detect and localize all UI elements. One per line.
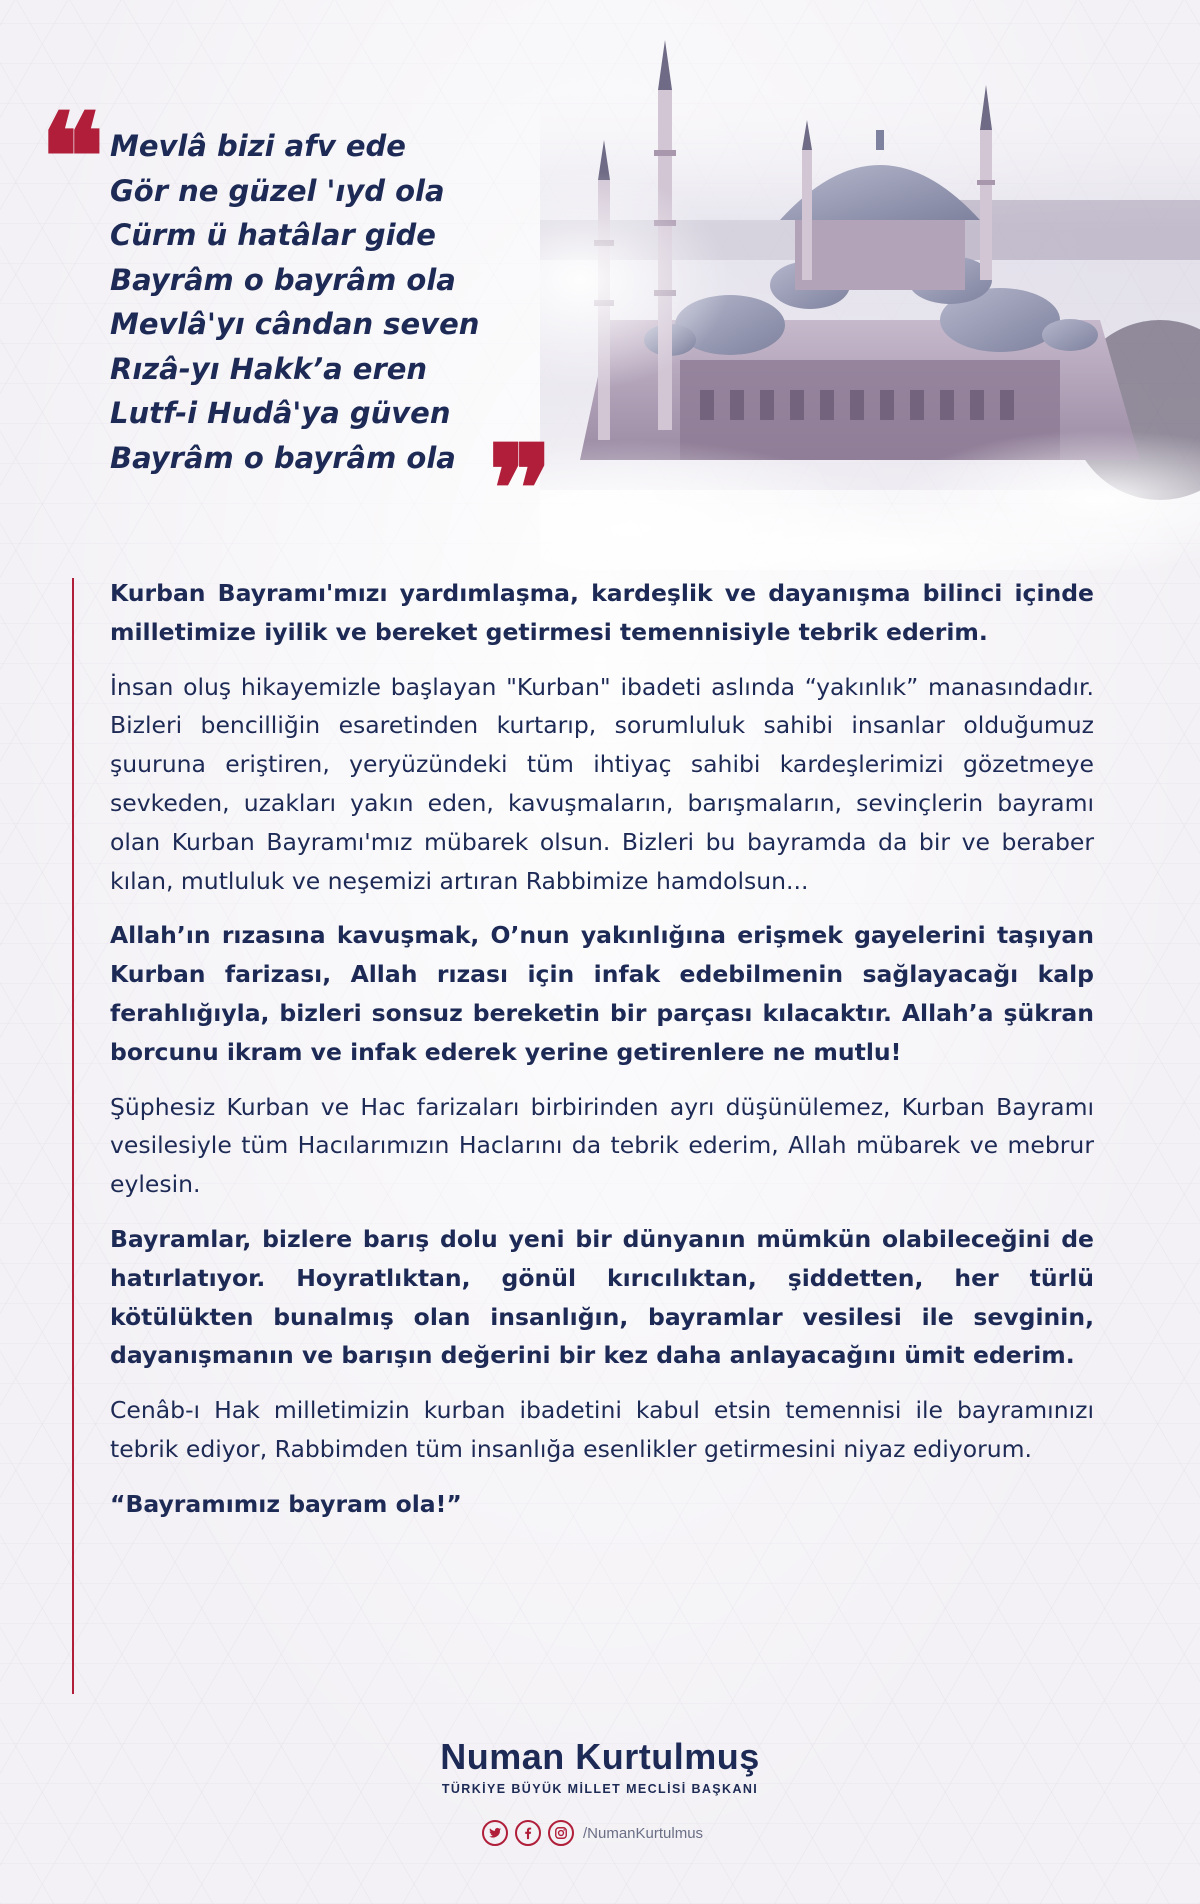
instagram-icon[interactable] [548, 1820, 574, 1846]
poem-line: Gör ne güzel 'ıyd ola [110, 173, 445, 208]
signer-name: Numan Kurtulmuş [440, 1736, 760, 1777]
paragraph: Şüphesiz Kurban ve Hac farizaları birbirinden ayrı düşünülemez, Kurban Bayramı vesilesiyle tüm Hacılarımızın Haclarını da tebrik ederim, Allah mübarek ve mebrur eylesin. [110, 1092, 1094, 1199]
paragraph: İnsan oluş hikayemizle başlayan "Kurban" ibadeti aslında “yakınlık” manasındadır. Bizleri bencilliğin esaretinden kurtarıp, sorumluluk sahibi insanlar olduğumuz şuuruna eriştiren, yeryüzündeki tüm ihtiyaç sahibi kardeşlerimizi gözetmeye sevkeden, uzakları yakın eden, kavuşmaların, barışmaların, sevinçlerin bayramı olan Kurban Bayramı'mız mübarek olsun. Bizleri bu bayramda da bir ve beraber kılan, mutluluk ve neşemizi artıran Rabbimize hamdolsun... [110, 672, 1094, 895]
poem-line: Cürm ü hatâlar gide [110, 218, 436, 252]
paragraph: Kurban Bayramı'mızı yardımlaşma, kardeşlik ve dayanışma bilinci içinde milletimize iyilik ve bereket getirmesi temennisiyle tebrik ederim. [110, 579, 1094, 646]
closing-line: “Bayramımız bayram ola!” [110, 1489, 462, 1518]
signer-title: TÜRKİYE BÜYÜK MİLLET MECLİSİ BAŞKANI [441, 1782, 759, 1796]
twitter-icon[interactable] [482, 1820, 508, 1846]
paragraph: Allah’ın rızasına kavuşmak, O’nun yakınlığına erişmek gayelerini taşıyan Kurban farizası, Allah rızası için infak edebilmenin sağlayacağı kalp ferahlığıyla, bizleri sonsuz bereketin bir parçası kılacaktır. Allah’a şükran borcunu ikram ve infak ederek yerine getirenlere ne mutlu! [110, 921, 1094, 1066]
signature-block [0, 1736, 1200, 1796]
paragraph: Cenâb-ı Hak milletimizin kurban ibadetini kabul etsin temennisi ile bayramınızı tebrik ediyor, Rabbimden tüm insanlığa esenlikler getirmesini niyaz ediyorum. [110, 1396, 1094, 1463]
mosque-illustration [540, 30, 1200, 570]
poem-line: Bayrâm o bayrâm ola [110, 440, 456, 475]
paragraph: Bayramlar, bizlere barış dolu yeni bir dünyanın mümkün olabileceğini de hatırlatıyor. Hoyratlıktan, gönül kırıcılıktan, şiddetten, her türlü kötülükten bunalmış olan insanlığın, bayramlar vesilesi ile sevginin, dayanışmanın ve barışın değerini bir kez daha anlayacağını ümit ederim. [110, 1224, 1094, 1370]
opening-quote-mark: ❝ [40, 87, 105, 228]
poem-line: Mevlâ bizi afv ede [110, 129, 406, 163]
message-body [110, 574, 1094, 1547]
social-links [482, 1818, 703, 1848]
closing-quote-mark: ❞ [488, 419, 553, 560]
poem-line: Rızâ-yı Hakk’a eren [110, 351, 428, 386]
poem-line: Lutf-i Hudâ'ya güven [110, 396, 451, 430]
left-accent-rule [72, 578, 74, 1694]
social-handle[interactable]: /NumanKurtulmus [583, 1824, 704, 1842]
poem-line: Mevlâ'yı cândan seven [110, 307, 480, 341]
poem-line: Bayrâm o bayrâm ola [110, 262, 456, 297]
facebook-icon[interactable] [515, 1820, 541, 1846]
